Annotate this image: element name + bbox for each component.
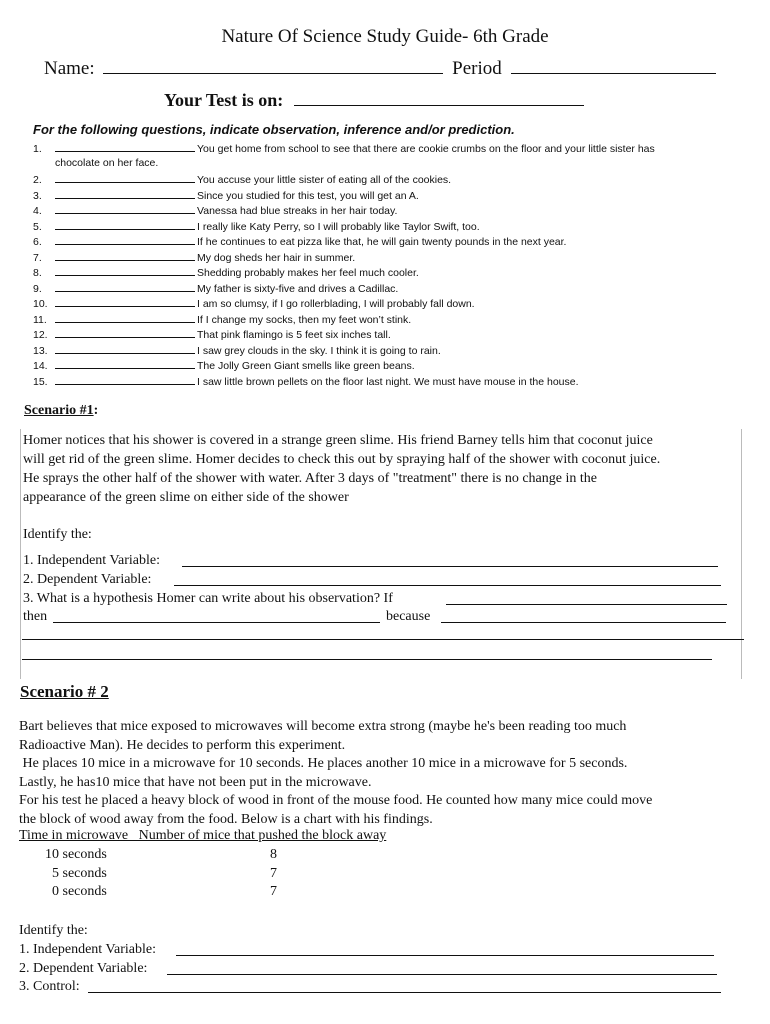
answer-blank[interactable] [55, 327, 195, 338]
scenario-2-line: the block of wood away from the food. Below is a chart with his findings. [19, 812, 433, 827]
table-count-cell: 8 [270, 847, 277, 862]
question-number: 10. [33, 298, 48, 310]
question-item [33, 358, 415, 373]
instructions: For the following questions, indicate observation, inference and/or prediction. [33, 122, 515, 137]
scenario-1-line: will get rid of the green slime. Homer decides to check this out by spraying half of the shower with coconut juice. [23, 452, 661, 467]
answer-blank[interactable] [55, 141, 195, 152]
scenario-1-extra-line[interactable] [22, 639, 744, 640]
question-item [33, 172, 451, 187]
question-text: That pink flamingo is 5 feet six inches tall. [197, 329, 391, 341]
question-text: You accuse your little sister of eating all of the cookies. [197, 174, 452, 186]
question-item [33, 234, 566, 249]
question-item [33, 219, 480, 234]
question-item [33, 343, 441, 358]
question-number: 1. [33, 143, 42, 155]
question-text: I really like Katy Perry, so I will probably like Taylor Swift, too. [197, 221, 480, 233]
answer-blank[interactable] [55, 172, 195, 183]
answer-blank[interactable] [55, 296, 195, 307]
table-time-cell: 0 seconds [52, 884, 107, 899]
question-number: 9. [33, 283, 42, 295]
scenario-1-because-blank[interactable] [441, 622, 726, 623]
answer-blank[interactable] [55, 265, 195, 276]
name-label: Name: [44, 58, 95, 79]
scenario-1-heading-colon: : [93, 403, 99, 418]
scenario-1-line: He sprays the other half of the shower with water. After 3 days of "treatment" there is no change in the [23, 471, 597, 486]
table-time-cell: 10 seconds [45, 847, 107, 862]
test-on-line [164, 90, 584, 111]
page-title: Nature Of Science Study Guide- 6th Grade [221, 26, 549, 47]
question-number: 3. [33, 190, 42, 202]
question-item [33, 296, 475, 311]
scenario-2-q1: 1. Independent Variable: [19, 942, 156, 957]
answer-blank[interactable] [55, 203, 195, 214]
scenario-2-line: Lastly, he has10 mice that have not been put in the microwave. [19, 775, 372, 790]
question-text: The Jolly Green Giant smells like green beans. [197, 360, 415, 372]
answer-blank[interactable] [55, 219, 195, 230]
question-text-continued: chocolate on her face. [55, 157, 159, 169]
table-count-cell: 7 [270, 884, 277, 899]
question-item [33, 188, 419, 203]
name-period-line [44, 58, 716, 80]
question-number: 14. [33, 360, 48, 372]
scenario-2-line: Radioactive Man). He decides to perform this experiment. [19, 738, 346, 753]
answer-blank[interactable] [55, 281, 195, 292]
answer-blank[interactable] [55, 312, 195, 323]
scenario-1-then: then [23, 609, 48, 624]
question-number: 11. [33, 314, 47, 326]
answer-blank[interactable] [55, 374, 195, 385]
scenario-2-heading: Scenario # 2 [20, 682, 109, 701]
table-time-cell: 5 seconds [52, 866, 107, 881]
question-item [33, 327, 391, 342]
scenario-2-line: Bart believes that mice exposed to microwaves will become extra strong (maybe he's been reading too much [19, 719, 627, 734]
scenario-1-identify: Identify the: [23, 527, 92, 542]
period-blank[interactable] [511, 72, 716, 74]
question-item [33, 281, 398, 296]
question-text: Vanessa had blue streaks in her hair today. [197, 205, 398, 217]
scenario-2-q2: 2. Dependent Variable: [19, 961, 148, 976]
scenario-1-q2: 2. Dependent Variable: [23, 572, 152, 587]
question-text: Shedding probably makes her feel much cooler. [197, 267, 419, 279]
scenario-2-q1-blank[interactable] [176, 955, 714, 956]
scenario-2-q2-blank[interactable] [167, 974, 717, 975]
question-number: 2. [33, 174, 42, 186]
question-text: If he continues to eat pizza like that, he will gain twenty pounds in the next year. [197, 236, 567, 248]
question-number: 7. [33, 252, 42, 264]
question-number: 12. [33, 329, 48, 341]
scenario-1-then-blank[interactable] [53, 622, 380, 623]
question-text: You get home from school to see that there are cookie crumbs on the floor and your little sister has [197, 143, 655, 155]
question-number: 6. [33, 236, 42, 248]
scenario-1-because: because [386, 609, 431, 624]
name-blank[interactable] [103, 72, 443, 74]
answer-blank[interactable] [55, 250, 195, 261]
scenario-2-identify: Identify the: [19, 923, 88, 938]
question-number: 8. [33, 267, 42, 279]
test-on-label: Your Test is on: [164, 90, 284, 110]
answer-blank[interactable] [55, 358, 195, 369]
table-header: Time in microwave Number of mice that pushed the block away [19, 828, 387, 843]
scenario-1-q3-blank[interactable] [446, 604, 727, 605]
scenario-2-line: For his test he placed a heavy block of wood in front of the mouse food. He counted how many mice could move [19, 793, 653, 808]
question-text: I am so clumsy, if I go rollerblading, I will probably fall down. [197, 298, 475, 310]
scenario-1-line: Homer notices that his shower is covered in a strange green slime. His friend Barney tells him that coconut juice [23, 433, 653, 448]
question-item [33, 265, 419, 280]
question-item [33, 312, 411, 327]
question-text: My father is sixty-five and drives a Cadillac. [197, 283, 399, 295]
test-on-blank[interactable] [294, 104, 584, 106]
question-item [33, 203, 397, 218]
scenario-2-line: He places 10 mice in a microwave for 10 seconds. He places another 10 mice in a microwave for 5 seconds. [19, 756, 628, 771]
period-label: Period [452, 58, 502, 79]
question-text: I saw little brown pellets on the floor last night. We must have mouse in the house. [197, 376, 579, 388]
question-number: 15. [33, 376, 48, 388]
scenario-1-q3: 3. What is a hypothesis Homer can write about his observation? If [23, 591, 393, 606]
scenario-1-q2-blank[interactable] [174, 585, 721, 586]
question-text: My dog sheds her hair in summer. [197, 252, 356, 264]
question-number: 4. [33, 205, 42, 217]
scenario-1-extra-line[interactable] [22, 659, 712, 660]
scenario-1-heading [24, 403, 98, 419]
question-text: I saw grey clouds in the sky. I think it is going to rain. [197, 345, 441, 357]
answer-blank[interactable] [55, 234, 195, 245]
scenario-1-heading-text: Scenario #1 [24, 403, 94, 418]
table-count-cell: 7 [270, 866, 277, 881]
scenario-2-q3-blank[interactable] [88, 992, 721, 993]
scenario-1-line: appearance of the green slime on either side of the shower [23, 490, 349, 505]
question-text: Since you studied for this test, you will get an A. [197, 190, 419, 202]
answer-blank[interactable] [55, 188, 195, 199]
question-item [33, 250, 355, 265]
scenario-2-q3: 3. Control: [19, 979, 80, 994]
question-item [33, 141, 655, 156]
question-item [33, 374, 579, 389]
scenario-1-q1-blank[interactable] [182, 566, 718, 567]
answer-blank[interactable] [55, 343, 195, 354]
question-text: If I change my socks, then my feet won’t stink. [197, 314, 412, 326]
question-number: 5. [33, 221, 42, 233]
scenario-1-q1: 1. Independent Variable: [23, 553, 160, 568]
question-number: 13. [33, 345, 48, 357]
